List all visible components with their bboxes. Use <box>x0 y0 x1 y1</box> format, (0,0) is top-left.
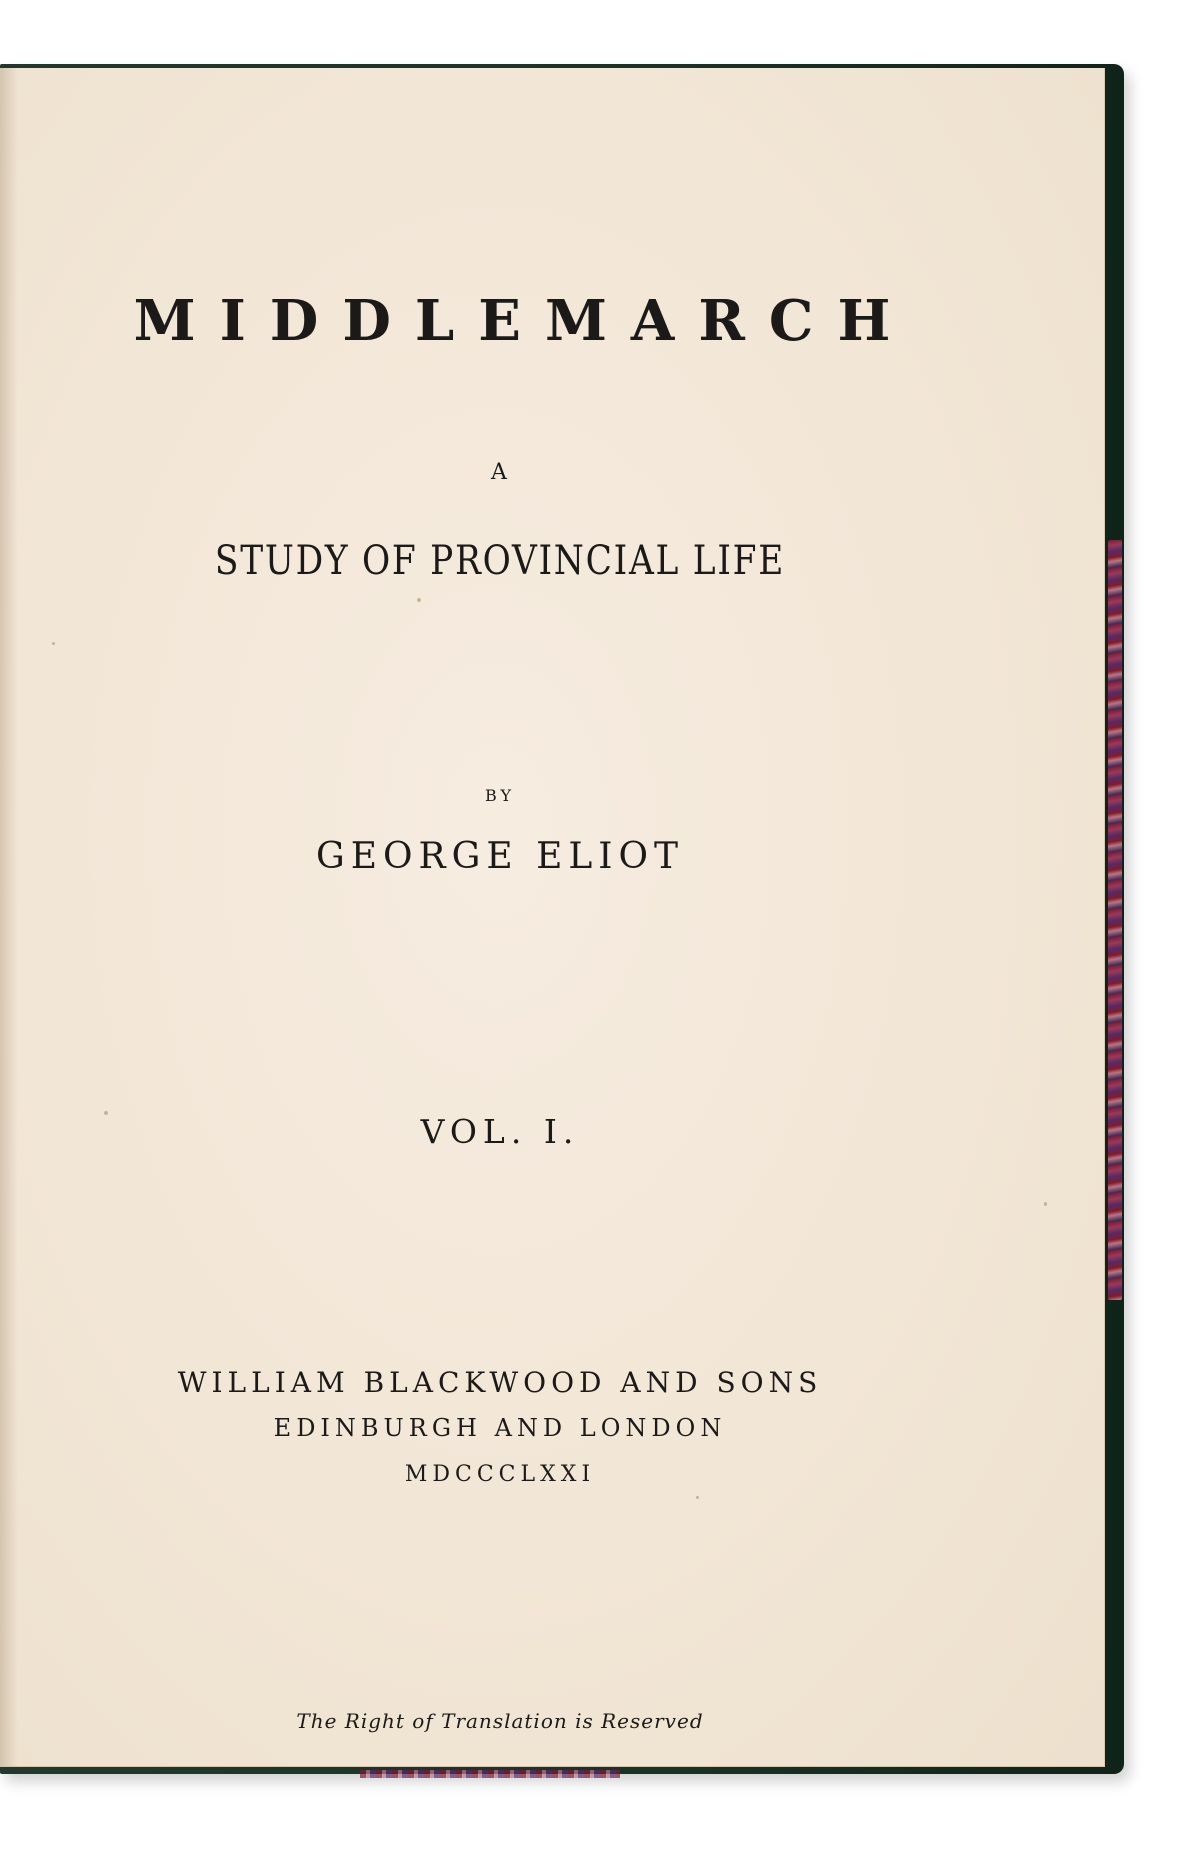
marbled-page-edge <box>1108 540 1122 1300</box>
publication-date: MDCCCLXXI <box>404 1462 596 1487</box>
subtitle-article: A <box>491 460 509 485</box>
title-page <box>0 68 1105 1767</box>
volume-number: VOL. I. <box>420 1112 580 1151</box>
byline-label: BY <box>484 786 516 805</box>
marbled-bottom-edge <box>360 1770 620 1778</box>
foxing-spot <box>696 1496 699 1499</box>
foxing-spot <box>417 598 421 602</box>
publication-place: EDINBURGH AND LONDON <box>273 1414 727 1442</box>
author-name: GEORGE ELIOT <box>315 836 685 877</box>
book-title: MIDDLEMARCH <box>133 288 915 354</box>
foxing-spot <box>1044 1202 1047 1206</box>
publisher-name: WILLIAM BLACKWOOD AND SONS <box>177 1366 823 1399</box>
rights-notice: The Right of Translation is Reserved <box>296 1709 704 1733</box>
book-subtitle: STUDY OF PROVINCIAL LIFE <box>214 538 786 584</box>
foxing-spot <box>104 1111 108 1115</box>
foxing-spot <box>52 642 55 645</box>
